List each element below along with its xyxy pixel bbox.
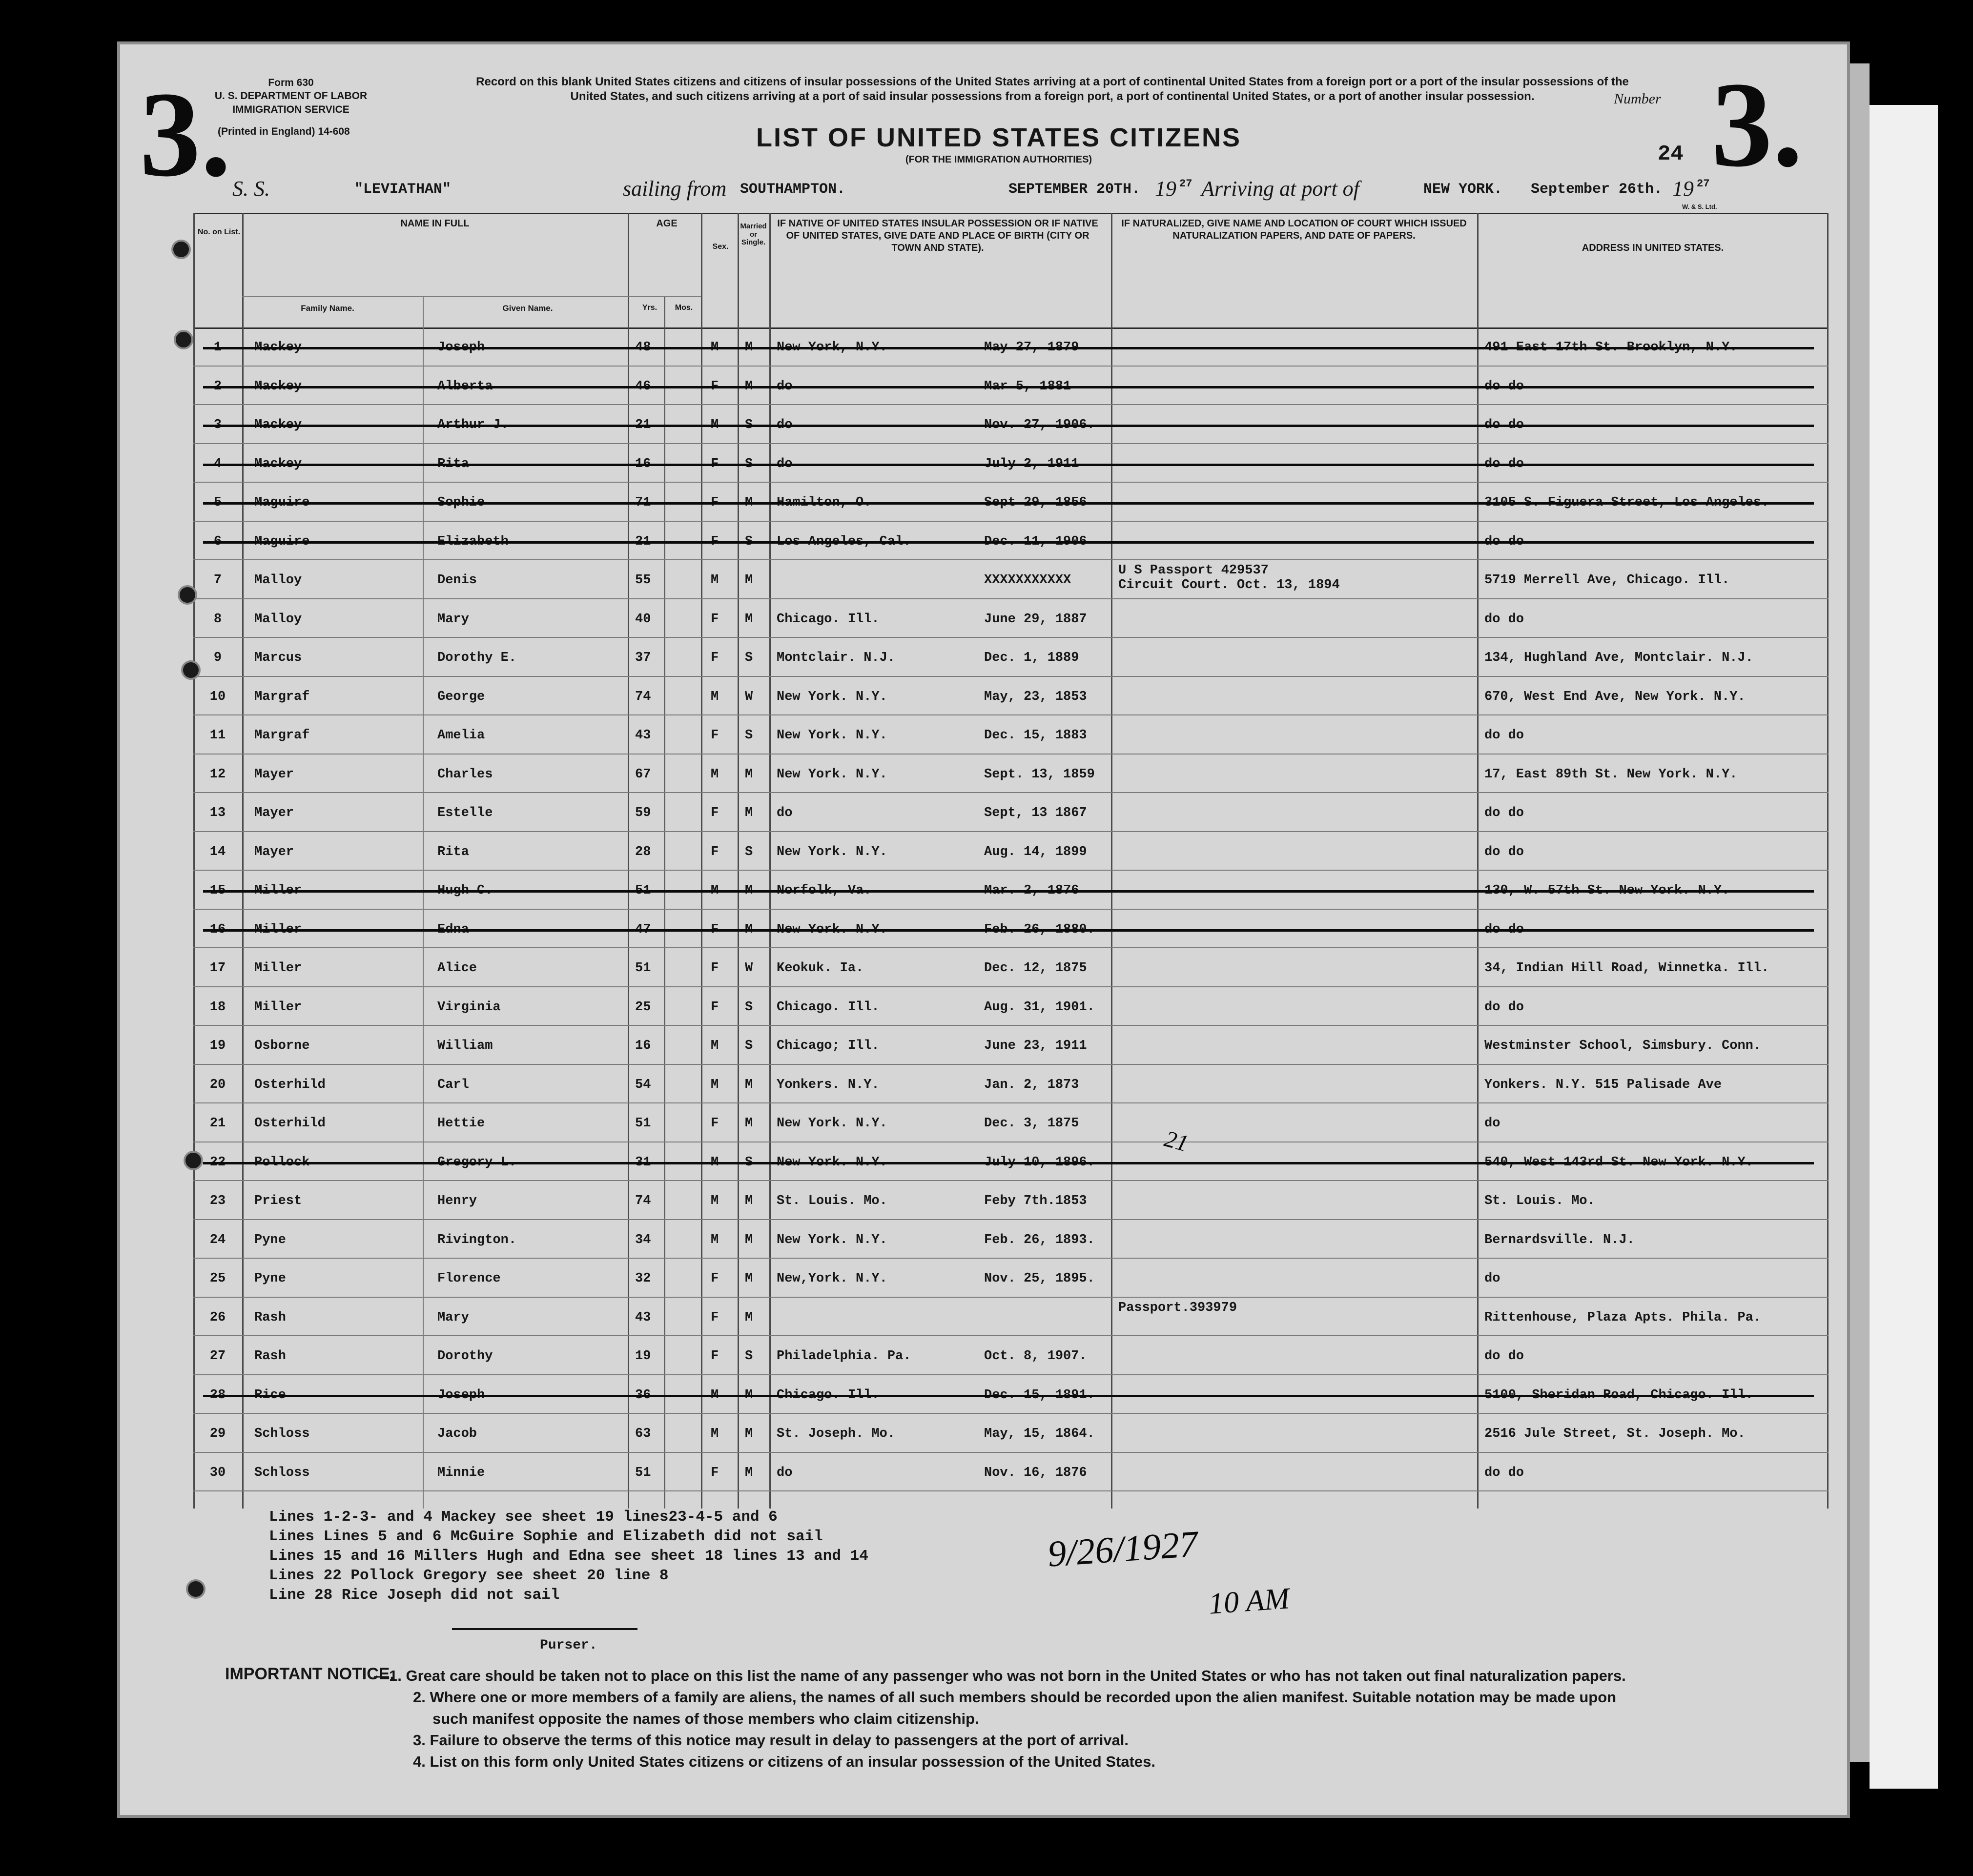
cell-age: 51 [635, 1465, 651, 1480]
punch-hole [174, 330, 193, 349]
manifest-rows [120, 327, 1848, 1509]
table-row [120, 560, 1848, 599]
cell-no: 20 [209, 1077, 226, 1092]
purser-signature-line [452, 1628, 637, 1630]
cell-addr: do do [1484, 612, 1524, 627]
cell-given: George [437, 689, 485, 704]
cell-sex: F [711, 844, 719, 859]
cell-sex: F [711, 612, 719, 627]
col-header-birth: IF NATIVE OF UNITED STATES INSULAR POSSESSION OR IF NATIVE OF UNITED STATES, GIVE DATE AND PLACE OF BIRTH (CITY OR TOWN AND STATE). [777, 218, 1098, 253]
strike-through-line [203, 386, 1814, 388]
cell-age: 43 [635, 728, 651, 743]
cell-sex: F [711, 1349, 719, 1364]
cell-sex: F [711, 651, 719, 665]
cell-ms: S [745, 999, 753, 1015]
important-notice-item: 4. List on this form only United States citizens or citizens of an insular possession of the United States. [413, 1753, 1155, 1770]
table-row [120, 1065, 1848, 1104]
important-notice-label: IMPORTANT NOTICE. [225, 1665, 394, 1683]
cell-ms: M [745, 1077, 753, 1092]
table-row [120, 1181, 1848, 1220]
cell-no: 14 [209, 844, 226, 859]
cell-addr: 670, West End Ave, New York. N.Y. [1484, 689, 1746, 704]
table-row [120, 327, 1848, 367]
cell-sex: F [711, 1465, 719, 1480]
cell-no: 8 [213, 612, 222, 627]
cell-ms: M [745, 806, 753, 820]
cell-date: May, 15, 1864. [984, 1427, 1095, 1441]
col-header-mos: Mos. [675, 304, 693, 312]
cell-addr: 17, East 89th St. New York. N.Y. [1484, 767, 1738, 782]
cell-place: New York. N.Y. [777, 844, 887, 859]
cell-no: 23 [209, 1194, 226, 1208]
cell-date: Nov. 25, 1895. [984, 1271, 1095, 1286]
cell-ms: S [745, 728, 753, 743]
cell-addr: Westminster School, Simsbury. Conn. [1484, 1039, 1762, 1053]
cell-date: Dec. 12, 1875 [984, 961, 1087, 976]
cell-no: 26 [209, 1310, 226, 1325]
cell-no: 27 [209, 1349, 226, 1364]
cell-age: 54 [635, 1077, 651, 1092]
year-suffix: 27 [1179, 178, 1192, 190]
purser-label: Purser. [540, 1638, 597, 1653]
cell-sex: F [711, 961, 719, 976]
cell-sex: F [711, 1310, 719, 1325]
cell-family: Mayer [254, 806, 294, 820]
strike-through-line [203, 890, 1814, 893]
cell-place: New York. N.Y. [777, 728, 887, 743]
cell-ms: M [745, 1427, 753, 1441]
cell-given: Florence [437, 1271, 501, 1286]
strike-through-line [203, 929, 1814, 932]
cell-addr: do do [1484, 844, 1524, 859]
top-notice: Record on this blank United States citizens and citizens of insular possessions of the United States arriving at a port of continental United States from a foreign port or a port of the insular possessions of the United States, and such citizens arriving at a port of said insular possessions from a foreign port, a port of continental United States, or a port of another insular possession. [476, 75, 1629, 103]
table-row [120, 1336, 1848, 1375]
cell-date: Feby 7th.1853 [984, 1194, 1087, 1208]
cell-age: 51 [635, 961, 651, 976]
cell-family: Pyne [254, 1232, 286, 1247]
strike-through-line [203, 347, 1814, 349]
cell-sex: M [711, 689, 719, 704]
cell-addr: do do [1484, 1349, 1524, 1364]
col-header-married: Married or Single. [740, 222, 767, 246]
cell-age: 74 [635, 689, 651, 704]
cell-given: Carl [437, 1077, 469, 1092]
table-row [120, 1026, 1848, 1065]
form-header [198, 76, 384, 138]
cell-date: Aug. 31, 1901. [984, 999, 1095, 1015]
departure-port: SOUTHAMPTON. [740, 181, 846, 198]
cell-given: Hettie [437, 1116, 485, 1131]
cell-no: 12 [209, 767, 226, 782]
table-row [120, 367, 1848, 406]
cell-family: Osterhild [254, 1077, 326, 1092]
strike-through-line [203, 541, 1814, 544]
cell-ms: M [745, 1116, 753, 1131]
cell-addr: St. Louis. Mo. [1484, 1194, 1595, 1208]
cell-place: Chicago. Ill. [777, 612, 880, 627]
cell-addr: do do [1484, 1465, 1524, 1480]
cell-addr: 2516 Jule Street, St. Joseph. Mo. [1484, 1427, 1746, 1441]
cell-family: Priest [254, 1194, 302, 1208]
cell-sex: M [711, 1077, 719, 1092]
cell-sex: F [711, 728, 719, 743]
number-prefix: 24 [1658, 142, 1684, 166]
cell-age: 19 [635, 1349, 651, 1364]
cell-age: 28 [635, 844, 651, 859]
sheet-number-left: 3. [140, 67, 231, 202]
cell-no: 24 [209, 1232, 226, 1247]
cell-ms: S [745, 1039, 753, 1053]
voyage-line [120, 174, 1848, 208]
cell-date: June 23, 1911 [984, 1039, 1087, 1053]
cell-addr: 134, Hughland Ave, Montclair. N.J. [1484, 651, 1753, 665]
cell-place: Chicago; Ill. [777, 1039, 880, 1053]
table-row [120, 793, 1848, 832]
cell-given: Amelia [437, 728, 485, 743]
cell-age: 43 [635, 1310, 651, 1325]
cell-ms: M [745, 1232, 753, 1247]
cell-place: Montclair. N.J. [777, 651, 896, 665]
cell-addr: Yonkers. N.Y. 515 Palisade Ave [1484, 1077, 1722, 1092]
cell-family: Osterhild [254, 1116, 326, 1131]
cell-family: Pyne [254, 1271, 286, 1286]
table-row [120, 599, 1848, 638]
cell-no: 9 [213, 651, 222, 665]
cell-sex: F [711, 999, 719, 1015]
important-notice-item: such manifest opposite the names of those members who claim citizenship. [432, 1710, 979, 1727]
table-row [120, 1220, 1848, 1259]
cell-age: 34 [635, 1232, 651, 1247]
punch-hole [178, 585, 197, 605]
cell-no: 7 [213, 573, 222, 588]
punch-hole [184, 1151, 203, 1170]
page-title: LIST OF UNITED STATES CITIZENS [756, 123, 1241, 152]
form-number: Form 630 [268, 77, 314, 88]
footer-note: Lines 1-2-3- and 4 Mackey see sheet 19 lines23-4-5 and 6 [269, 1509, 778, 1526]
cell-family: Rash [254, 1349, 286, 1364]
cell-family: Malloy [254, 573, 302, 588]
cell-age: 59 [635, 806, 651, 820]
punch-hole [186, 1579, 206, 1599]
cell-ms: M [745, 612, 753, 627]
cell-given: Estelle [437, 806, 493, 820]
footer-note: Line 28 Rice Joseph did not sail [269, 1587, 560, 1604]
cell-addr: Bernardsville. N.J. [1484, 1232, 1635, 1247]
strike-through-line [203, 502, 1814, 505]
cell-family: Rash [254, 1310, 286, 1325]
cell-family: Mayer [254, 844, 294, 859]
cell-given: Minnie [437, 1465, 485, 1480]
form-printed: (Printed in England) 14-608 [218, 125, 350, 137]
cell-sex: M [711, 1039, 719, 1053]
cell-no: 25 [209, 1271, 226, 1286]
col-header-naturalized: IF NATURALIZED, GIVE NAME AND LOCATION OF COURT WHICH ISSUED NATURALIZATION PAPERS, AND DATE OF PAPERS. [1121, 218, 1467, 241]
cell-place: New York. N.Y. [777, 1116, 887, 1131]
cell-no: 13 [209, 806, 226, 820]
cell-age: 51 [635, 1116, 651, 1131]
inspector-date: 9/26/1927 [1046, 1523, 1199, 1575]
grid-line [193, 1490, 1829, 1491]
cell-age: 37 [635, 651, 651, 665]
cell-family: Margraf [254, 728, 310, 743]
cell-no: 30 [209, 1465, 226, 1480]
cell-sex: M [711, 573, 719, 588]
col-header-given-name: Given Name. [502, 304, 553, 313]
cell-date: Sept. 13, 1859 [984, 767, 1095, 782]
cell-ms: S [745, 1349, 753, 1364]
table-row [120, 444, 1848, 483]
table-row [120, 1298, 1848, 1337]
cell-family: Margraf [254, 689, 310, 704]
cell-place: New York. N.Y. [777, 1232, 887, 1247]
cell-family: Malloy [254, 612, 302, 627]
important-notice-item: —1. Great care should be taken not to place on this list the name of any passenger who was not born in the United States or who has not taken out final naturalization papers. [374, 1667, 1626, 1684]
col-header-age: AGE [656, 218, 678, 229]
form-service: IMMIGRATION SERVICE [232, 103, 349, 115]
cell-ms: M [745, 767, 753, 782]
cell-no: 10 [209, 689, 226, 704]
cell-date: Dec. 3, 1875 [984, 1116, 1079, 1131]
strike-through-line [203, 1162, 1814, 1164]
cell-given: Jacob [437, 1427, 477, 1441]
punch-hole [181, 660, 201, 680]
cell-place: Keokuk. Ia. [777, 961, 864, 976]
cell-date: Aug. 14, 1899 [984, 844, 1087, 859]
cell-date: May, 23, 1853 [984, 689, 1087, 704]
cell-ms: W [745, 961, 753, 976]
table-row [120, 638, 1848, 677]
year-prefix: 19 [1155, 177, 1176, 201]
cell-addr: do do [1484, 806, 1524, 820]
cell-place: do [777, 1465, 793, 1480]
important-notice-item: 2. Where one or more members of a family are aliens, the names of all such members should be recorded upon the alien manifest. Suitable notation may be made upon [413, 1689, 1617, 1706]
cell-age: 16 [635, 1039, 651, 1053]
arrival-date: September 26th. [1531, 181, 1663, 198]
col-header-sex: Sex. [712, 243, 729, 251]
cell-given: Rita [437, 844, 469, 859]
strike-through-line [203, 464, 1814, 466]
cell-date: Dec. 1, 1889 [984, 651, 1079, 665]
cell-addr: 5719 Merrell Ave, Chicago. Ill. [1484, 573, 1730, 588]
cell-given: Rivington. [437, 1232, 517, 1247]
cell-no: 11 [209, 728, 226, 743]
grid-line [242, 296, 628, 297]
cell-naturalization: U S Passport 429537 [1118, 563, 1269, 578]
footer-note: Lines 15 and 16 Millers Hugh and Edna see sheet 18 lines 13 and 14 [269, 1548, 868, 1565]
departure-date: SEPTEMBER 20TH. [1008, 181, 1141, 198]
cell-addr: do do [1484, 999, 1524, 1015]
cell-family: Schloss [254, 1465, 310, 1480]
cell-family: Miller [254, 961, 302, 976]
cell-ms: S [745, 651, 753, 665]
table-row [120, 987, 1848, 1026]
cell-sex: F [711, 1271, 719, 1286]
cell-date: Nov. 16, 1876 [984, 1465, 1087, 1480]
cell-sex: M [711, 1232, 719, 1247]
cell-sex: M [711, 1427, 719, 1441]
col-header-name-in-full: NAME IN FULL [400, 218, 470, 229]
cell-place: New York. N.Y. [777, 689, 887, 704]
margin-mark: 21 [1161, 1125, 1192, 1157]
footer-note: Lines Lines 5 and 6 McGuire Sophie and Elizabeth did not sail [269, 1528, 823, 1545]
table-row [120, 871, 1848, 910]
table-row [120, 948, 1848, 987]
cell-age: 67 [635, 767, 651, 782]
cell-sex: F [711, 1116, 719, 1131]
grid-line [628, 296, 701, 297]
important-notice-item: 3. Failure to observe the terms of this notice may result in delay to passengers at the port of arrival. [413, 1732, 1129, 1749]
cell-addr: do do [1484, 728, 1524, 743]
table-top-border [193, 213, 1829, 214]
cell-given: Alice [437, 961, 477, 976]
strike-through-line [203, 425, 1814, 427]
printer-mark: W. & S. Ltd. [1682, 203, 1717, 210]
col-header-address: ADDRESS IN UNITED STATES. [1582, 243, 1724, 253]
col-header-yrs: Yrs. [642, 304, 658, 312]
number-label: Number [1614, 91, 1661, 107]
cell-ms: M [745, 1271, 753, 1286]
table-row [120, 910, 1848, 949]
cell-given: Dorothy E. [437, 651, 517, 665]
page-edge-shadow [1850, 63, 1870, 1762]
form-department: U. S. DEPARTMENT OF LABOR [214, 90, 368, 102]
table-row [120, 522, 1848, 561]
cell-date: June 29, 1887 [984, 612, 1087, 627]
cell-place: Philadelphia. Pa. [777, 1349, 911, 1364]
sailing-from-label: sailing from [623, 177, 727, 201]
cell-given: Dorothy [437, 1349, 493, 1364]
cell-naturalization: Passport.393979 [1118, 1300, 1237, 1315]
cell-date: Dec. 15, 1883 [984, 728, 1087, 743]
arrival-year-suffix: 27 [1697, 178, 1710, 190]
cell-date: Jan. 2, 1873 [984, 1077, 1079, 1092]
cell-given: Charles [437, 767, 493, 782]
cell-no: 21 [209, 1116, 226, 1131]
cell-addr: do [1484, 1116, 1500, 1131]
cell-age: 74 [635, 1194, 651, 1208]
cell-date: XXXXXXXXXXX [984, 573, 1071, 588]
cell-date: Sept, 13 1867 [984, 806, 1087, 820]
cell-sex: M [711, 767, 719, 782]
cell-given: Denis [437, 573, 477, 588]
cell-ms: S [745, 844, 753, 859]
cell-naturalization-court: Circuit Court. Oct. 13, 1894 [1118, 578, 1340, 592]
punch-hole [171, 240, 191, 259]
sheet-number-right: 3. [1711, 57, 1803, 192]
cell-place: St. Joseph. Mo. [777, 1427, 896, 1441]
cell-place: New York. N.Y. [777, 767, 887, 782]
cell-age: 32 [635, 1271, 651, 1286]
cell-family: Schloss [254, 1427, 310, 1441]
inspector-time: 10 AM [1207, 1582, 1291, 1621]
cell-place: do [777, 806, 793, 820]
cell-given: Henry [437, 1194, 477, 1208]
table-row [120, 483, 1848, 522]
col-header-family-name: Family Name. [301, 304, 354, 313]
cell-no: 17 [209, 961, 226, 976]
strike-through-line [203, 1395, 1814, 1397]
ss-label: S. S. [232, 177, 270, 201]
cell-given: Mary [437, 612, 469, 627]
cell-ms: M [745, 1310, 753, 1325]
cell-no: 18 [209, 999, 226, 1015]
cell-addr: Rittenhouse, Plaza Apts. Phila. Pa. [1484, 1310, 1762, 1325]
cell-place: New,York. N.Y. [777, 1271, 887, 1286]
cell-age: 40 [635, 612, 651, 627]
table-row [120, 754, 1848, 794]
table-row [120, 677, 1848, 716]
arrival-port: NEW YORK. [1423, 181, 1503, 198]
ship-name: "LEVIATHAN" [354, 181, 452, 198]
cell-place: Chicago. Ill. [777, 999, 880, 1015]
cell-age: 63 [635, 1427, 651, 1441]
manifest-table [120, 213, 1848, 1540]
manifest-sheet [117, 41, 1850, 1818]
cell-sex: M [711, 1194, 719, 1208]
table-row [120, 1375, 1848, 1414]
cell-given: William [437, 1039, 493, 1053]
page-subtitle: (FOR THE IMMIGRATION AUTHORITIES) [905, 154, 1092, 165]
table-row [120, 715, 1848, 754]
table-row [120, 832, 1848, 871]
cell-family: Osborne [254, 1039, 310, 1053]
cell-addr: 34, Indian Hill Road, Winnetka. Ill. [1484, 961, 1769, 976]
table-row [120, 1414, 1848, 1453]
arriving-label: Arriving at port of [1201, 177, 1359, 201]
cell-sex: F [711, 806, 719, 820]
cell-given: Mary [437, 1310, 469, 1325]
table-row [120, 1453, 1848, 1492]
cell-ms: M [745, 1465, 753, 1480]
cell-ms: M [745, 573, 753, 588]
arrival-year-prefix: 19 [1672, 177, 1694, 201]
table-row [120, 405, 1848, 444]
cell-family: Marcus [254, 651, 302, 665]
cell-date: Feb. 26, 1893. [984, 1232, 1095, 1247]
cell-ms: M [745, 1194, 753, 1208]
cell-family: Mayer [254, 767, 294, 782]
table-row [120, 1103, 1848, 1142]
cell-no: 29 [209, 1427, 226, 1441]
cell-date: Oct. 8, 1907. [984, 1349, 1087, 1364]
table-row [120, 1259, 1848, 1298]
cell-age: 55 [635, 573, 651, 588]
cell-age: 25 [635, 999, 651, 1015]
cell-given: Virginia [437, 999, 501, 1015]
cell-family: Miller [254, 999, 302, 1015]
cell-ms: W [745, 689, 753, 704]
table-row [120, 1142, 1848, 1182]
page-edge-strip [1870, 105, 1938, 1789]
col-header-no: No. on List. [197, 228, 241, 236]
cell-no: 19 [209, 1039, 226, 1053]
footer-note: Lines 22 Pollock Gregory see sheet 20 line 8 [269, 1567, 669, 1584]
cell-place: Yonkers. N.Y. [777, 1077, 880, 1092]
cell-place: St. Louis. Mo. [777, 1194, 887, 1208]
cell-addr: do [1484, 1271, 1500, 1286]
